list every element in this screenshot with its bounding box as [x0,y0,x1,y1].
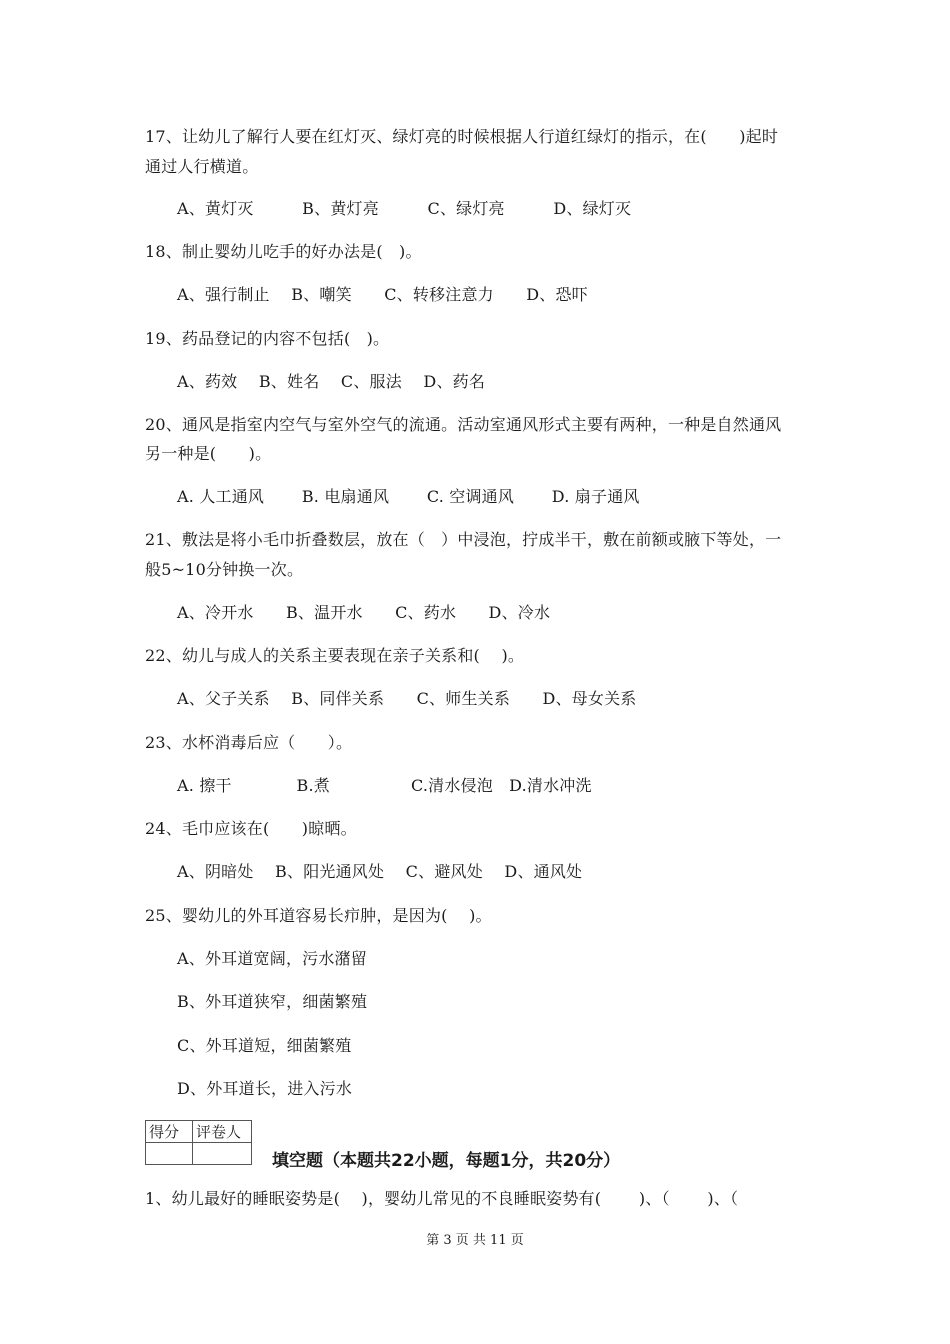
question-17-options: A、黄灯灭 B、黄灯亮 C、绿灯亮 D、绿灯灭 [177,199,632,218]
question-20-line-1: 20、通风是指室内空气与室外空气的流通。活动室通风形式主要有两种，一种是自然通风 [145,415,782,434]
score-cell [146,1143,193,1165]
question-19-options: A、药效 B、姓名 C、服法 D、药名 [177,372,486,391]
question-24-options: A、阴暗处 B、阳光通风处 C、避风处 D、通风处 [177,862,583,881]
question-18-options: A、强行制止 B、嘲笑 C、转移注意力 D、恐吓 [177,285,588,304]
question-19-line-1: 19、药品登记的内容不包括( )。 [145,329,390,348]
question-17-line-1: 17、让幼儿了解行人要在红灯灭、绿灯亮的时候根据人行道红绿灯的指示，在( )起时 [145,127,779,146]
question-22-options: A、父子关系 B、同伴关系 C、师生关系 D、母女关系 [177,689,637,708]
question-17-line-2: 通过人行横道。 [145,157,259,176]
question-25-option-c: C、外耳道短，细菌繁殖 [177,1036,352,1055]
question-25-option-a: A、外耳道宽阔，污水潴留 [177,949,367,968]
question-18-line-1: 18、制止婴幼儿吃手的好办法是( )。 [145,242,422,261]
fill-question-1: 1、幼儿最好的睡眠姿势是( )，婴幼儿常见的不良睡眠姿势有( )、（ )、（ [145,1189,739,1208]
page-footer: 第 3 页 共 11 页 [426,1233,524,1248]
score-label: 得分 [146,1121,193,1143]
question-20-line-2: 另一种是( )。 [145,444,272,463]
question-25-option-b: B、外耳道狭窄，细菌繁殖 [177,992,368,1011]
question-24-line-1: 24、毛巾应该在( )晾晒。 [145,819,357,838]
section-title: 填空题（本题共22小题，每题1分，共20分） [272,1151,621,1171]
grader-label: 评卷人 [193,1121,252,1143]
question-21-line-1: 21、敷法是将小毛巾折叠数层，放在（ ）中浸泡，拧成半干，敷在前额或腋下等处，一 [145,530,782,549]
question-20-options: A. 人工通风 B. 电扇通风 C. 空调通风 D. 扇子通风 [177,487,640,506]
question-25-option-d: D、外耳道长，进入污水 [177,1079,353,1098]
question-23-line-1: 23、水杯消毒后应（ ）。 [145,733,353,752]
question-21-options: A、冷开水 B、温开水 C、药水 D、冷水 [177,603,551,622]
question-25-line-1: 25、婴幼儿的外耳道容易长疖肿，是因为( )。 [145,906,492,925]
question-22-line-1: 22、幼儿与成人的关系主要表现在亲子关系和( )。 [145,646,525,665]
question-21-line-2: 般5~10分钟换一次。 [145,560,304,579]
score-table [145,1120,252,1165]
question-23-options: A. 擦干 B.煮 C.清水侵泡 D.清水冲洗 [177,776,592,795]
grader-cell [193,1143,252,1165]
